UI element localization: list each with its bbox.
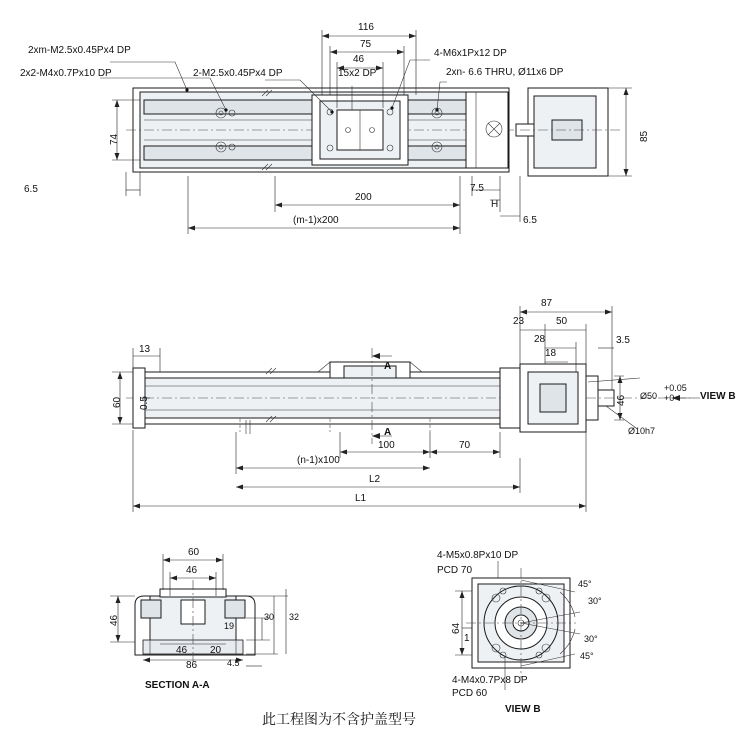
- callout-2xn-thru: 2xn- 6.6 THRU, Ø11x6 DP: [446, 67, 564, 78]
- dim-13: 13: [139, 344, 151, 355]
- dim-H: H: [491, 199, 499, 210]
- dim-87: 87: [541, 298, 553, 309]
- dim-18: 18: [545, 348, 557, 359]
- view-b-arrow-label: VIEW B: [700, 391, 736, 402]
- dim-46-section-top: 46: [186, 565, 198, 576]
- dim-74: 74: [109, 133, 120, 145]
- dim-85: 85: [639, 130, 650, 142]
- dim-1-viewb: 1: [464, 633, 470, 644]
- dim-75: 75: [360, 39, 372, 50]
- dim-46-front: 46: [616, 394, 627, 406]
- drawing-note: 此工程图为不含护盖型号: [262, 711, 416, 727]
- dim-46: 46: [353, 54, 365, 65]
- dim-L2: L2: [369, 474, 381, 485]
- angle-30-bottom: 30°: [584, 634, 598, 644]
- dim-60-section: 60: [188, 547, 200, 558]
- callout-4-m6: 4-M6x1Px12 DP: [434, 48, 507, 59]
- callout-pcd70: PCD 70: [437, 565, 473, 576]
- callout-4-m5: 4-M5x0.8Px10 DP: [437, 550, 519, 561]
- angle-30-top: 30°: [588, 596, 602, 606]
- dim-65-left: 6.5: [24, 184, 38, 195]
- callout-2x2-m4: 2x2-M4x0.7Px10 DP: [20, 68, 112, 79]
- dim-200: 200: [355, 192, 372, 203]
- dim-50: 50: [556, 316, 568, 327]
- dim-116: 116: [358, 22, 374, 33]
- top-view-geometry: [100, 30, 632, 234]
- dim-65-right: 6.5: [523, 215, 537, 226]
- section-aa-label: SECTION A-A: [145, 680, 210, 691]
- dim-35: 3.5: [616, 335, 630, 346]
- dim-19-section: 19: [224, 621, 235, 631]
- dim-70: 70: [459, 440, 471, 451]
- front-view-geometry: [112, 306, 700, 512]
- angle-45-top: 45°: [578, 579, 592, 589]
- callout-2xm-m25: 2xm-M2.5x0.45Px4 DP: [28, 45, 131, 56]
- dim-m1x200: (m-1)x200: [293, 215, 339, 226]
- dim-L1: L1: [355, 493, 367, 504]
- section-view-geometry: [110, 554, 288, 666]
- section-mark-a-bottom: A: [384, 427, 392, 438]
- dim-15x2-dp: 15x2 DP: [338, 68, 377, 79]
- dim-05: 0.5: [139, 396, 150, 410]
- dim-n1x100: (n-1)x100: [297, 455, 340, 466]
- dim-46-section-left: 46: [109, 614, 120, 626]
- dim-d10h7: Ø10h7: [628, 426, 656, 436]
- dim-86-section: 86: [186, 660, 198, 671]
- dim-20-section: 20: [210, 645, 222, 656]
- dim-60-front: 60: [112, 396, 123, 408]
- dim-100: 100: [378, 440, 395, 451]
- dim-45-section: 4.5: [227, 658, 240, 668]
- view-b-label: VIEW B: [505, 704, 541, 715]
- dim-d50-tol-up: +0.05: [664, 383, 687, 393]
- section-mark-a-top: A: [384, 361, 392, 372]
- callout-4-m4: 4-M4x0.7Px8 DP: [452, 675, 528, 686]
- angle-45-bottom: 45°: [580, 651, 594, 661]
- callout-pcd60: PCD 60: [452, 688, 488, 699]
- dim-32-section: 32: [289, 612, 300, 622]
- dim-23: 23: [513, 316, 525, 327]
- view-b-geometry: [455, 561, 580, 690]
- dim-64-viewb: 64: [451, 622, 462, 634]
- dim-28: 28: [534, 334, 546, 345]
- callout-2-m25: 2-M2.5x0.45Px4 DP: [193, 68, 283, 79]
- dim-46-section-bottom: 46: [176, 645, 188, 656]
- dim-30-section: 30: [264, 612, 275, 622]
- dim-75-right: 7.5: [470, 183, 484, 194]
- dim-d50: Ø50: [640, 391, 658, 401]
- dim-d50-tol-dn: +0: [664, 393, 675, 403]
